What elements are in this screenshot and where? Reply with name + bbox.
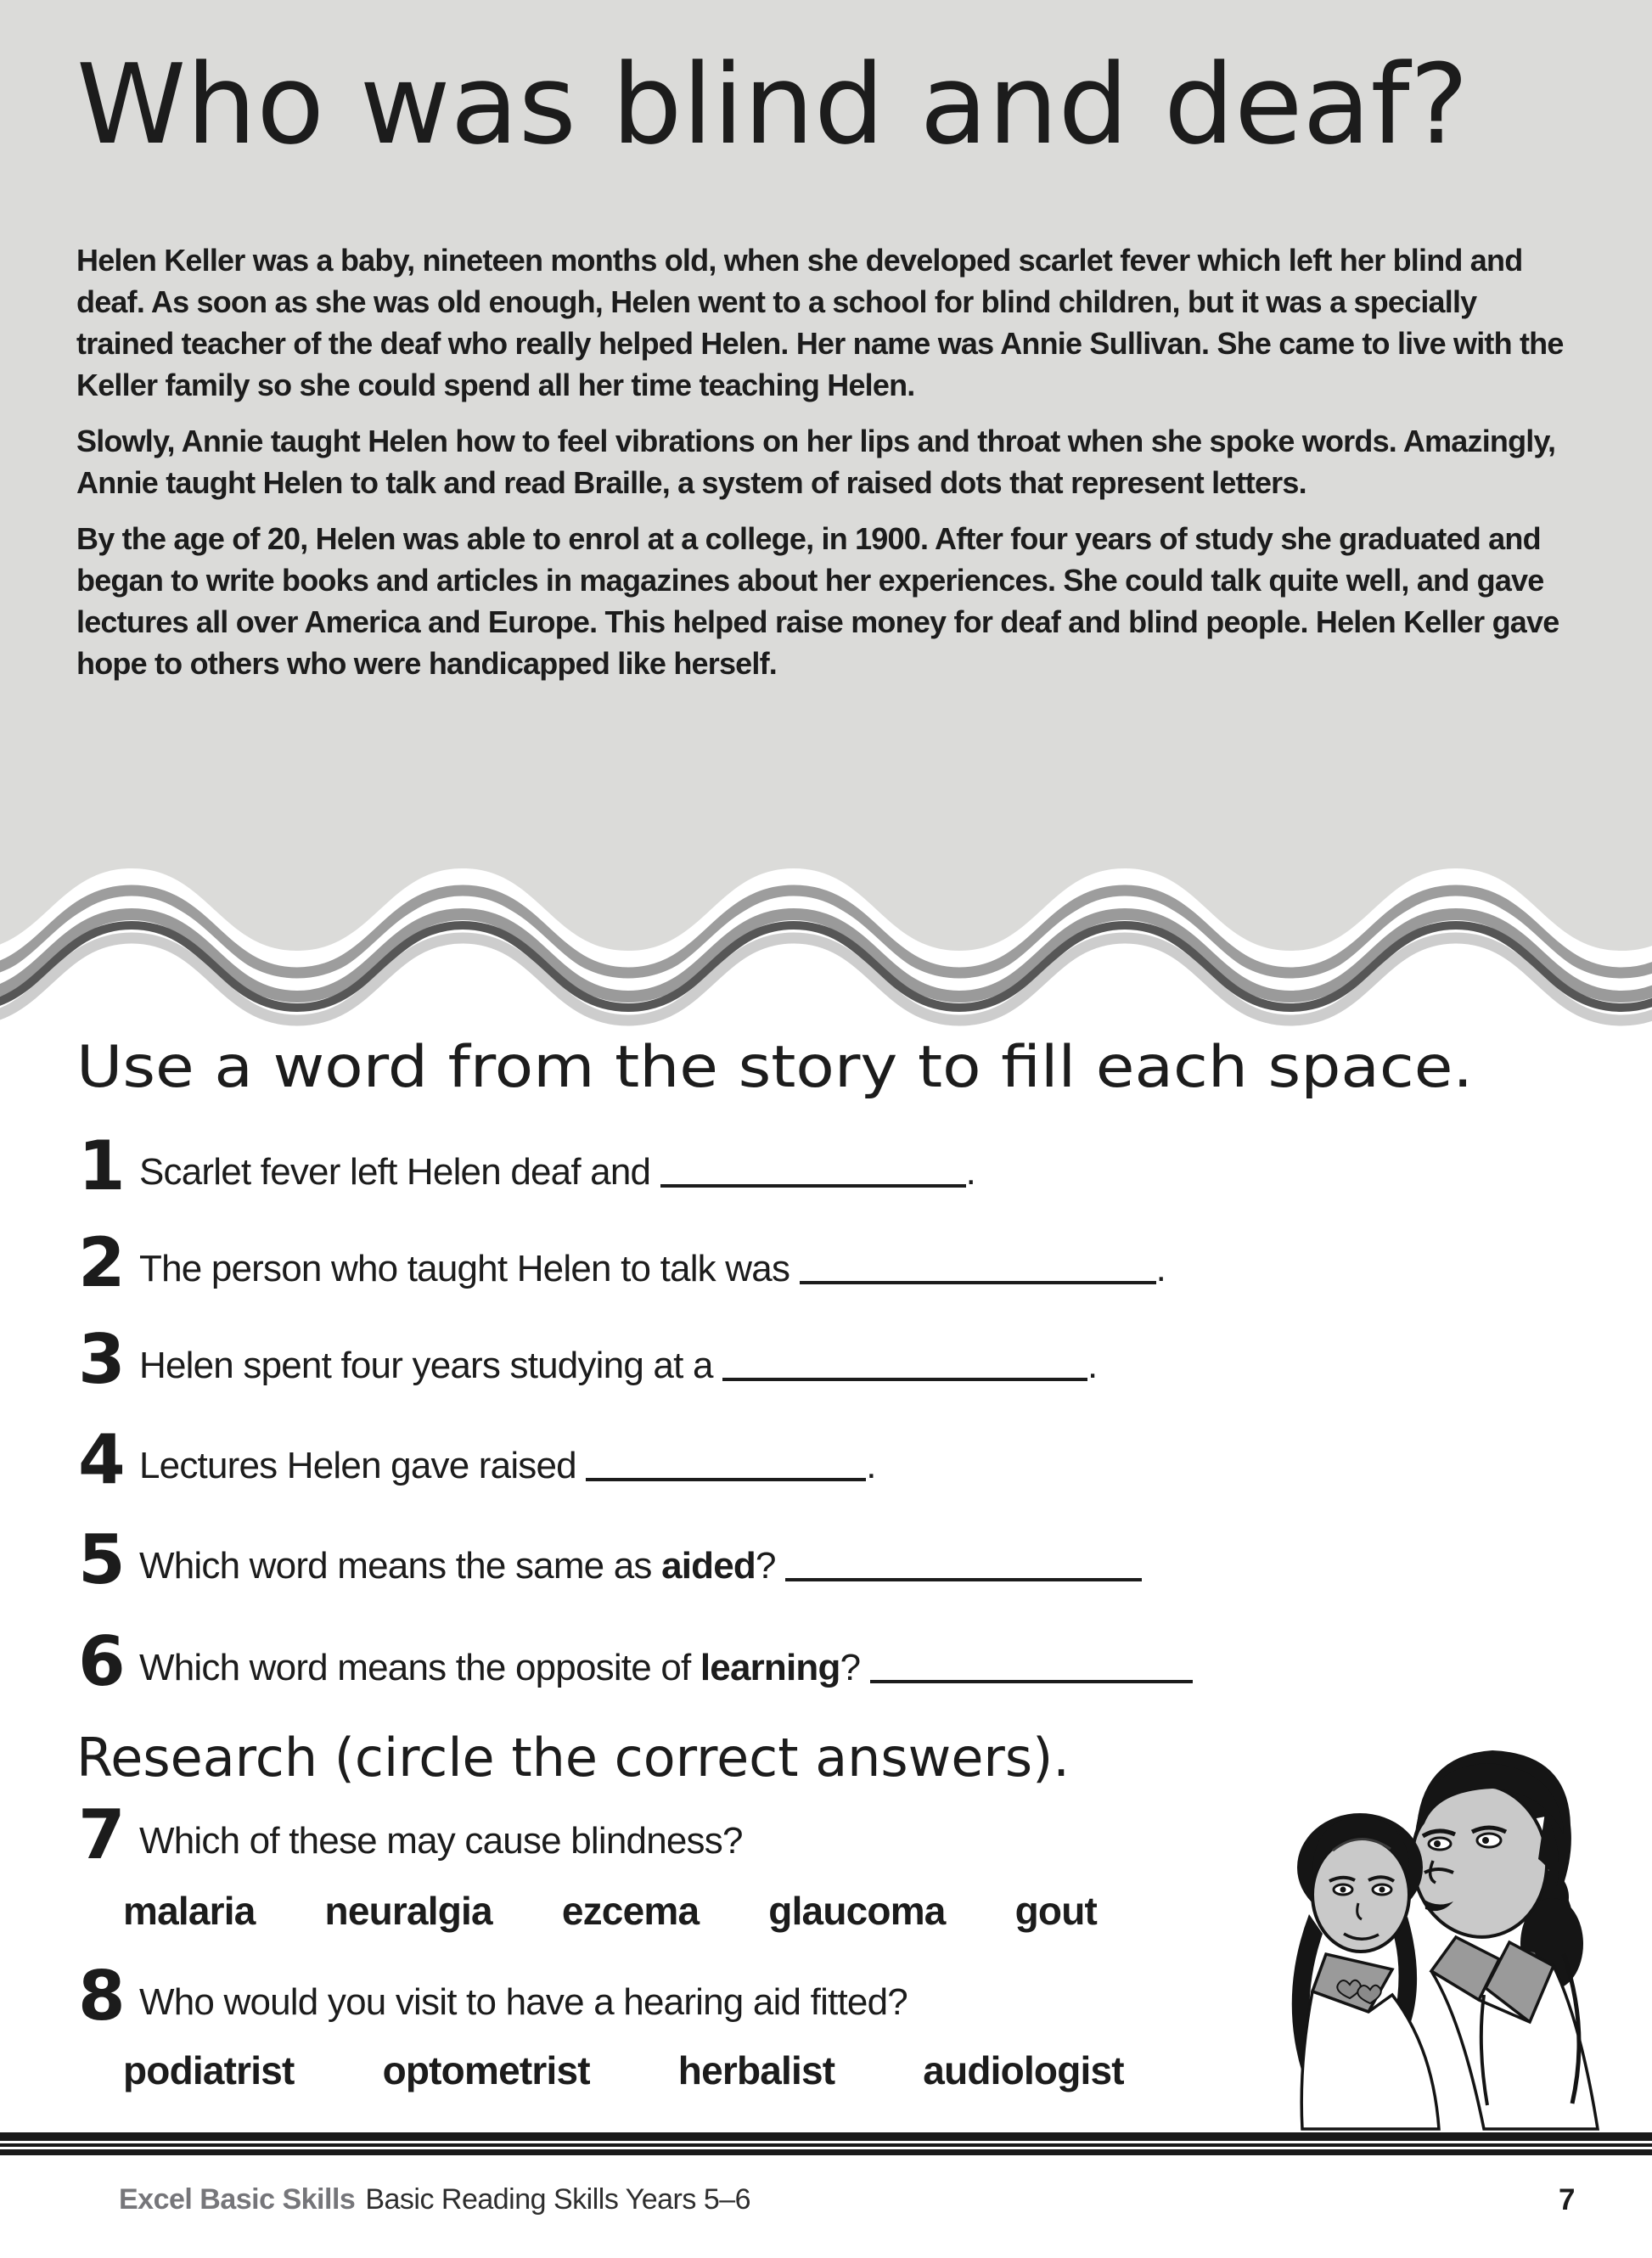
question-pre: Scarlet fever left Helen deaf and [139, 1151, 660, 1193]
question-row [76, 1520, 1596, 1599]
page-title-svg [75, 29, 1518, 175]
answer-blank [660, 1174, 966, 1188]
question-number: 3 [78, 1320, 126, 1399]
footer-divider [0, 2132, 1652, 2155]
question-number: 8 [78, 1957, 126, 2036]
question-number: 5 [78, 1520, 126, 1599]
question-text: Who would you visit to have a hearing aid fitted? [139, 1981, 907, 2023]
question-tail: . [965, 1151, 976, 1193]
option-word: malaria [123, 1889, 256, 1933]
page-number: 7 [1559, 2183, 1576, 2216]
woman-figure [1404, 1750, 1598, 2129]
fill-heading: Use a word from the story to fill each space. [76, 1034, 1473, 1101]
question-pre: The person who taught Helen to talk was [139, 1248, 800, 1289]
option-word: herbalist [677, 2048, 835, 2092]
question-number: 1 [78, 1126, 126, 1205]
question-bold-word: learning [700, 1647, 840, 1688]
helen-annie-illustration [1265, 1740, 1652, 2131]
question-number: 6 [78, 1622, 126, 1701]
option-word: neuralgia [324, 1889, 492, 1933]
answer-blank [870, 1670, 1193, 1683]
footer-series: Excel Basic Skills [119, 2183, 356, 2216]
answer-blank [800, 1271, 1156, 1284]
option-word: gout [1014, 1889, 1098, 1933]
question-tail: . [866, 1445, 876, 1486]
question-number: 2 [78, 1223, 126, 1302]
question-text [139, 1643, 1596, 1693]
question-bold-word: aided [661, 1545, 756, 1587]
question-mid: ? [755, 1545, 786, 1587]
question-text [139, 1244, 1596, 1294]
question-row [76, 1420, 1596, 1499]
question-tail: . [1155, 1248, 1166, 1289]
option-word: glaucoma [768, 1889, 946, 1933]
question-number: 7 [78, 1795, 126, 1874]
question-row [76, 1622, 1596, 1701]
story-paragraph: By the age of 20, Helen was able to enrol at a college, in 1900. After four years of study she graduated and began to write books and articles in magazines about her experiences. She could talk quite well, and gave lectures all over America and Europe. This helped raise money for deaf and blind people. Helen Keller gave hope to others who were handicapped like herself. [76, 521, 1559, 681]
story-paragraph: Slowly, Annie taught Helen how to feel vibrations on her lips and throat when she spoke words. Amazingly, Annie taught Helen to talk and read Braille, a system of raised dots that represent letters. [76, 424, 1556, 500]
story-paragraph: Helen Keller was a baby, nineteen months old, when she developed scarlet fever which left her blind and deaf. As soon as she was old enough, Helen went to a school for blind children, but it was a specially trained teacher of the deaf who really helped Helen. Her name was Annie Sullivan. She came to live with the Keller family so she could spend all her time teaching Helen. [76, 243, 1564, 402]
question-tail: . [1087, 1345, 1098, 1386]
option-word: audiologist [923, 2048, 1124, 2092]
question-text [139, 1148, 1596, 1197]
research-heading: Research (circle the correct answers). [76, 1727, 1070, 1789]
question-pre: Helen spent four years studying at a [139, 1345, 723, 1386]
question-text [139, 1542, 1596, 1591]
footer-book-title: Basic Reading Skills Years 5–6 [365, 2183, 751, 2216]
question-mid: ? [840, 1647, 870, 1688]
fill-heading-svg [75, 1015, 1518, 1110]
answer-blank [722, 1368, 1087, 1381]
option-word: ezcema [561, 1889, 700, 1933]
question-row [76, 1126, 1596, 1205]
answer-blank [785, 1568, 1142, 1581]
story-text [76, 239, 1581, 699]
question-pre: Which word means the same as [139, 1545, 662, 1587]
question-pre: Lectures Helen gave raised [139, 1445, 587, 1486]
question-options [123, 1888, 1166, 1934]
question-options [123, 2047, 1212, 2093]
question-number: 4 [78, 1420, 126, 1499]
question-text [139, 1441, 1596, 1491]
footer-text [119, 2183, 750, 2216]
wave-divider [0, 856, 1652, 1038]
question-pre: Which word means the opposite of [139, 1647, 700, 1688]
option-word: podiatrist [123, 2048, 295, 2092]
question-text [139, 1341, 1596, 1390]
answer-blank [586, 1468, 866, 1481]
question-text: Which of these may cause blindness? [139, 1820, 743, 1862]
question-row [76, 1320, 1596, 1399]
girl-figure [1292, 1813, 1439, 2129]
page-title: Who was blind and deaf? [76, 40, 1469, 169]
option-word: optometrist [382, 2048, 590, 2092]
research-heading-svg [75, 1708, 1178, 1800]
question-row [76, 1223, 1596, 1302]
